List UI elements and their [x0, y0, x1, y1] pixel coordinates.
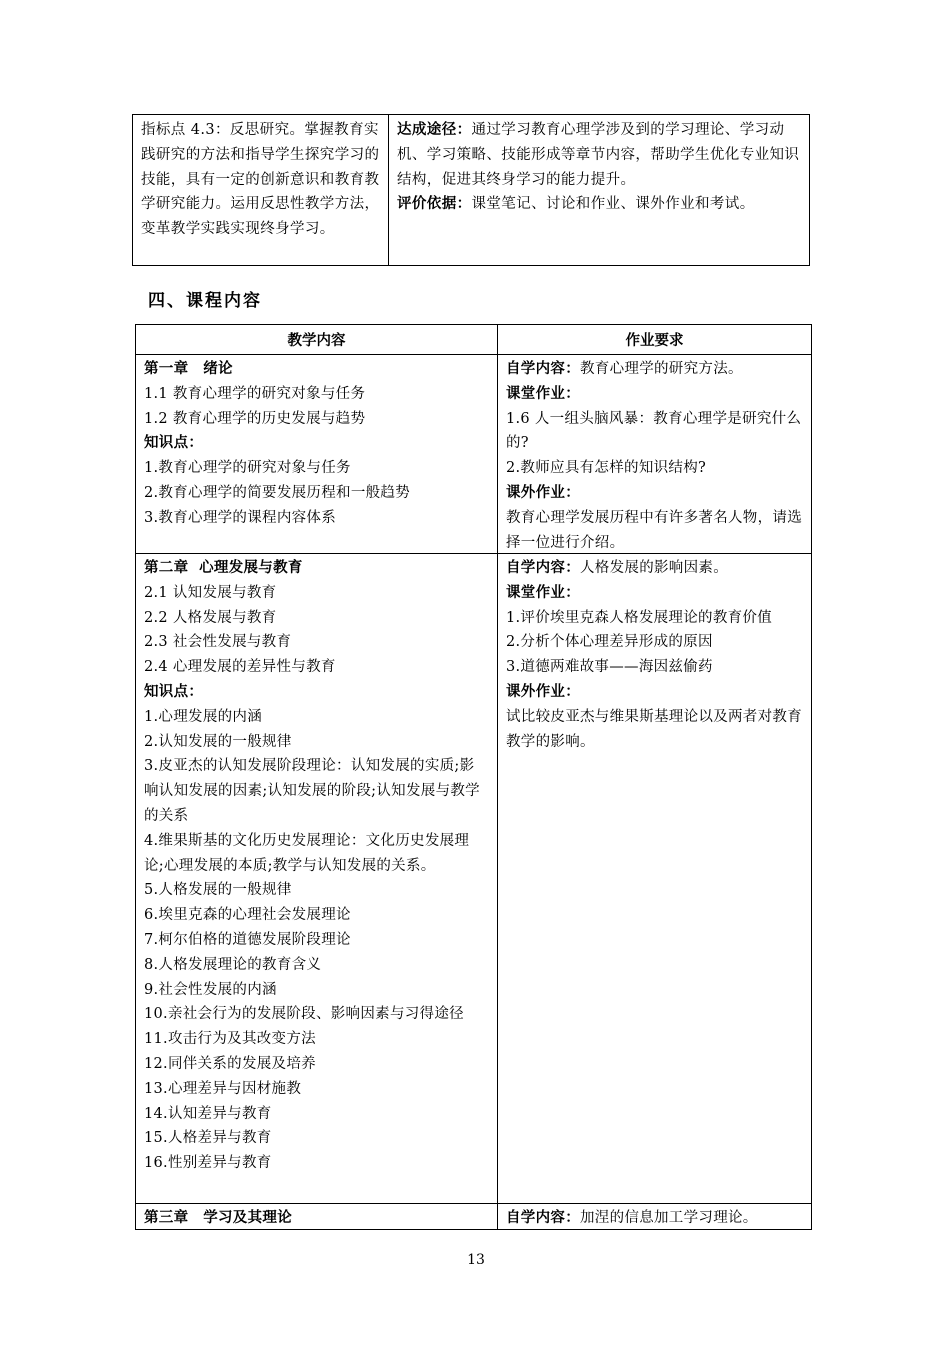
approach-text: 通过学习教育心理学涉及到的学习理论、学习动机、学习策略、技能形成等章节内容，帮助学生优化专业知识结构，促进其终身学习的能力提升。 — [397, 122, 800, 188]
approach-cell — [389, 115, 809, 265]
knowledge-points-label: 知识点： — [144, 434, 204, 452]
approach-label: 达成途径： — [397, 121, 472, 138]
list-item: 12.同伴关系的发展及培养 — [144, 1055, 316, 1072]
homework-text: 试比较皮亚杰与维果斯基理论以及两者对教育教学的影响。 — [506, 708, 802, 750]
list-item: 1.评价埃里克森人格发展理论的教育价值 — [506, 609, 773, 626]
self-study — [506, 556, 803, 581]
list-item: 2.教师应具有怎样的知识结构? — [506, 460, 707, 477]
homework-label: 课外作业： — [506, 682, 580, 700]
self-study — [506, 357, 803, 382]
objectives-table — [132, 114, 810, 266]
class-work-label: 课堂作业： — [506, 384, 580, 402]
list-item: 15.人格差异与教育 — [144, 1130, 272, 1147]
table-row — [136, 1204, 811, 1229]
header-teaching-content: 教学内容 — [136, 325, 498, 354]
self-study-text: 教育心理学的研究方法。 — [580, 361, 743, 377]
self-study-text: 加涅的信息加工学习理论。 — [580, 1210, 758, 1226]
ch2-content-cell — [136, 554, 498, 1203]
self-study — [506, 1206, 803, 1231]
ch2-assignment-cell — [498, 554, 811, 1203]
list-item: 2.1 认知发展与教育 — [144, 584, 277, 601]
list-item: 13.心理差异与因材施教 — [144, 1080, 302, 1097]
chapter-title: 第三章 学习及其理论 — [144, 1209, 292, 1226]
indicator-cell — [133, 115, 389, 265]
evaluation-label: 评价依据： — [397, 195, 472, 213]
self-study-label: 自学内容： — [506, 559, 580, 576]
ch3-content-cell — [136, 1204, 498, 1229]
list-item: 2.分析个体心理差异形成的原因 — [506, 634, 713, 651]
table-row — [136, 355, 811, 554]
chapter-title: 第一章 绪论 — [144, 360, 233, 377]
self-study-label: 自学内容： — [506, 1209, 580, 1226]
list-item: 1.心理发展的内涵 — [144, 708, 263, 725]
page-number: 13 — [467, 1252, 485, 1268]
list-item: 4.维果斯基的文化历史发展理论：文化历史发展理论;心理发展的本质;教学与认知发展的关系。 — [144, 832, 470, 874]
self-study-label: 自学内容： — [506, 360, 580, 377]
list-item: 9.社会性发展的内涵 — [144, 981, 277, 998]
list-item: 11.攻击行为及其改变方法 — [144, 1031, 316, 1048]
list-item: 2.认知发展的一般规律 — [144, 733, 292, 750]
table-row — [136, 554, 811, 1204]
evaluation-paragraph — [397, 192, 801, 217]
list-item: 1.2 教育心理学的历史发展与趋势 — [144, 410, 366, 427]
list-item: 2.3 社会性发展与教育 — [144, 634, 292, 651]
list-item: 7.柯尔伯格的道德发展阶段理论 — [144, 931, 351, 948]
list-item: 1.教育心理学的研究对象与任务 — [144, 460, 351, 477]
table-header — [136, 325, 811, 355]
indicator-text: 指标点 4.3：反思研究。掌握教育实践研究的方法和指导学生探究学习的技能，具有一定的创新意识和教育教学研究能力。运用反思性教学方法，变革教学实践实现终身学习。 — [141, 122, 380, 238]
homework-label: 课外作业： — [506, 483, 580, 501]
list-item: 2.2 人格发展与教育 — [144, 609, 277, 626]
list-item: 3.皮亚杰的认知发展阶段理论：认知发展的实质;影响认知发展的因素;认知发展的阶段;认知发展与教学的关系 — [144, 758, 480, 824]
header-assignment: 作业要求 — [625, 332, 684, 349]
knowledge-points-label: 知识点： — [144, 682, 204, 700]
list-item: 8.人格发展理论的教育含义 — [144, 956, 322, 973]
ch3-assignment-cell — [498, 1204, 811, 1229]
ch1-assignment-cell — [498, 355, 811, 553]
list-item: 2.教育心理学的简要发展历程和一般趋势 — [144, 484, 411, 501]
list-item: 10.亲社会行为的发展阶段、影响因素与习得途径 — [144, 1006, 464, 1023]
list-item: 3.道德两难故事——海因兹偷药 — [506, 659, 713, 676]
approach-paragraph — [397, 118, 801, 192]
list-item: 6.埃里克森的心理社会发展理论 — [144, 907, 351, 924]
section-title: 四、课程内容 — [148, 291, 262, 311]
self-study-text: 人格发展的影响因素。 — [580, 560, 728, 576]
list-item: 3.教育心理学的课程内容体系 — [144, 509, 337, 526]
list-item: 1.1 教育心理学的研究对象与任务 — [144, 385, 366, 402]
class-work-label: 课堂作业： — [506, 583, 580, 601]
list-item: 1.6 人一组头脑风暴：教育心理学是研究什么的? — [506, 410, 802, 452]
evaluation-text: 课堂笔记、讨论和作业、课外作业和考试。 — [471, 196, 755, 213]
list-item: 2.4 心理发展的差异性与教育 — [144, 659, 336, 676]
course-content-table — [135, 324, 812, 1230]
list-item: 5.人格发展的一般规律 — [144, 882, 292, 899]
list-item: 16.性别差异与教育 — [144, 1155, 272, 1172]
chapter-title: 第二章 心理发展与教育 — [144, 559, 303, 576]
ch1-content-cell — [136, 355, 498, 553]
homework-text: 教育心理学发展历程中有许多著名人物，请选择一位进行介绍。 — [506, 509, 802, 551]
list-item: 14.认知差异与教育 — [144, 1105, 272, 1122]
